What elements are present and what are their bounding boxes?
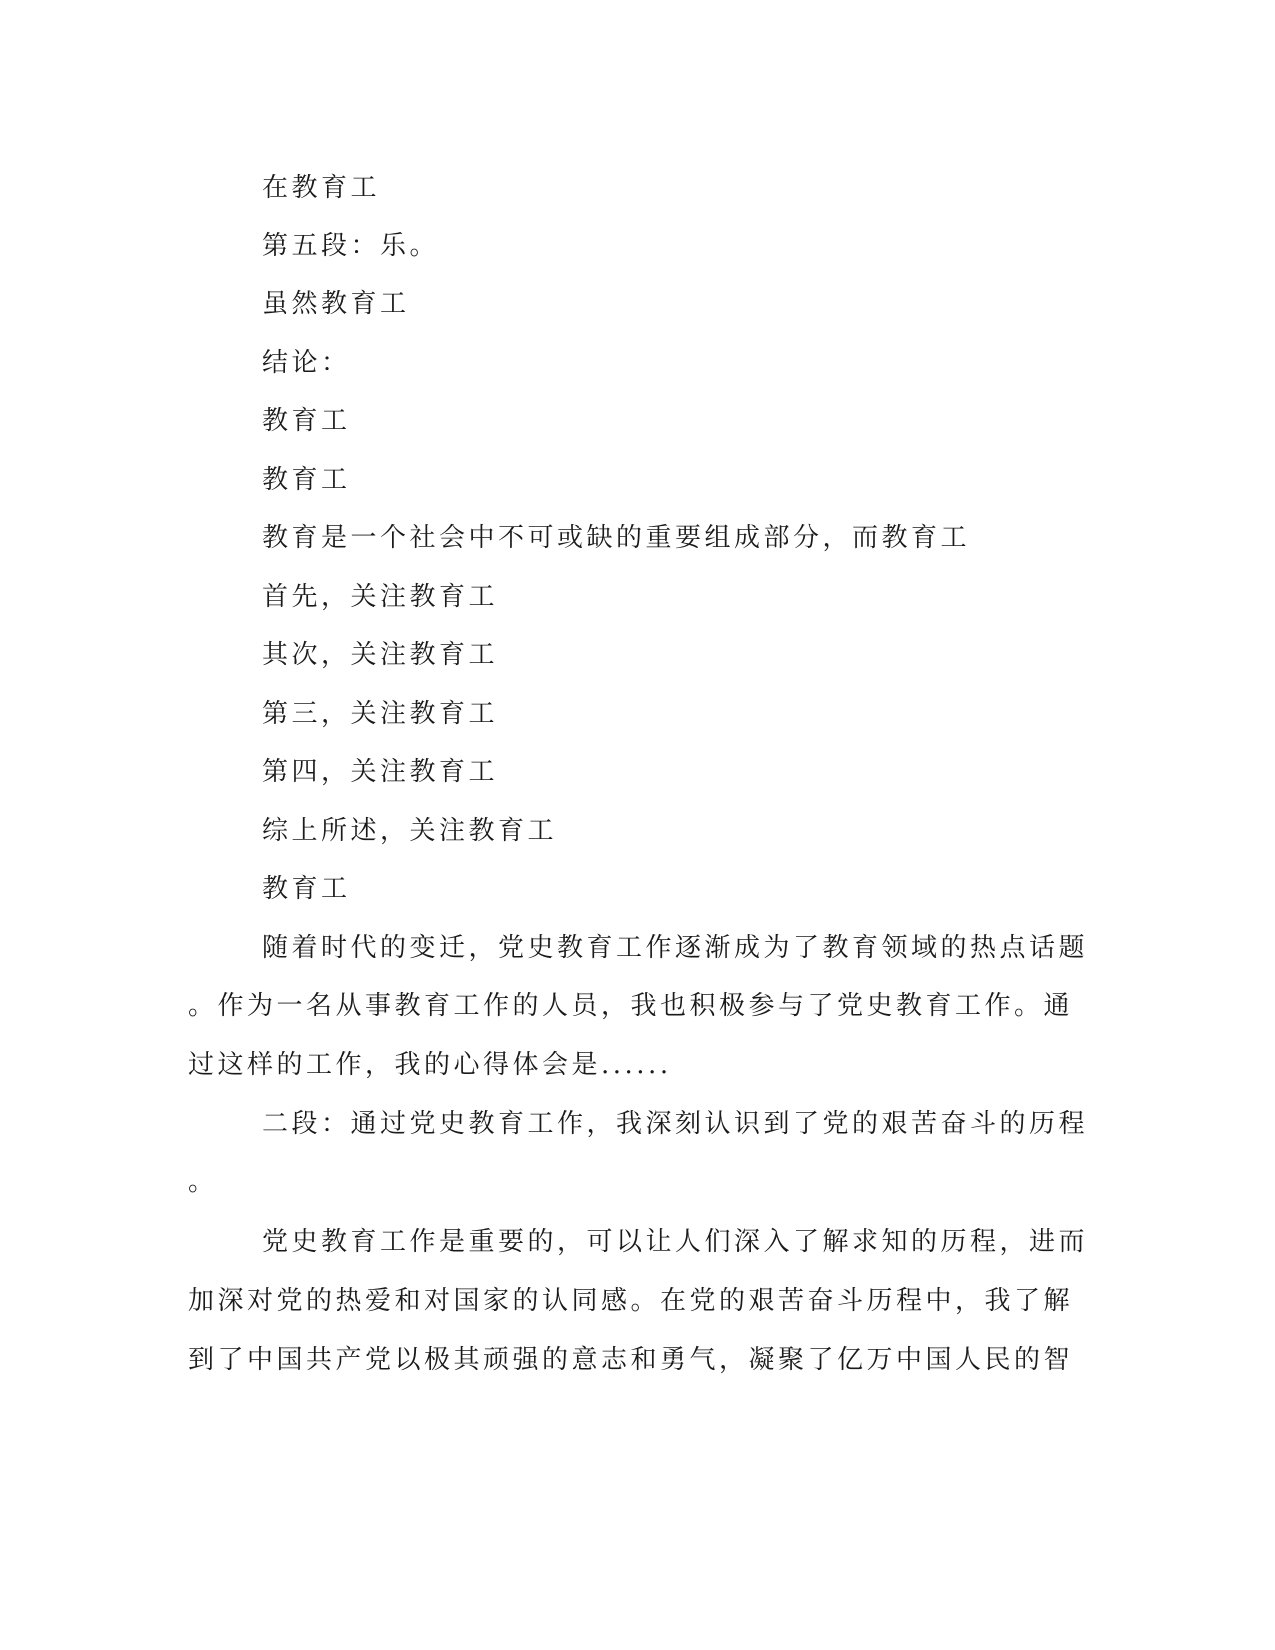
- text-line: 教育工: [262, 874, 351, 904]
- text-line: 虽然教育工: [262, 289, 410, 319]
- paragraph-line: 随着时代的变迁，党史教育工作逐渐成为了教育领域的热点话题: [262, 933, 1089, 963]
- paragraph-line: 。: [188, 1167, 218, 1197]
- text-line: 第五段：乐。: [262, 231, 440, 261]
- paragraph-line: 到了中国共产党以极其顽强的意志和勇气，凝聚了亿万中国人民的智: [188, 1345, 1074, 1375]
- text-line: 教育工: [262, 406, 351, 436]
- text-line: 教育工: [262, 465, 351, 495]
- paragraph-line: 。作为一名从事教育工作的人员，我也积极参与了党史教育工作。通: [188, 991, 1074, 1021]
- paragraph-line: 加深对党的热爱和对国家的认同感。在党的艰苦奋斗历程中，我了解: [188, 1286, 1074, 1316]
- text-line: 首先，关注教育工: [262, 582, 499, 612]
- text-line: 第四，关注教育工: [262, 757, 499, 787]
- text-line: 在教育工: [262, 173, 381, 203]
- text-line: 教育是一个社会中不可或缺的重要组成部分，而教育工: [262, 523, 971, 553]
- text-line: 其次，关注教育工: [262, 640, 499, 670]
- paragraph-line: 过这样的工作，我的心得体会是......: [188, 1050, 672, 1080]
- text-line: 综上所述，关注教育工: [262, 816, 558, 846]
- text-line: 第三，关注教育工: [262, 699, 499, 729]
- text-line: 结论：: [262, 348, 351, 378]
- paragraph-line: 党史教育工作是重要的，可以让人们深入了解求知的历程，进而: [262, 1227, 1089, 1257]
- paragraph-line: 二段：通过党史教育工作，我深刻认识到了党的艰苦奋斗的历程: [262, 1109, 1089, 1139]
